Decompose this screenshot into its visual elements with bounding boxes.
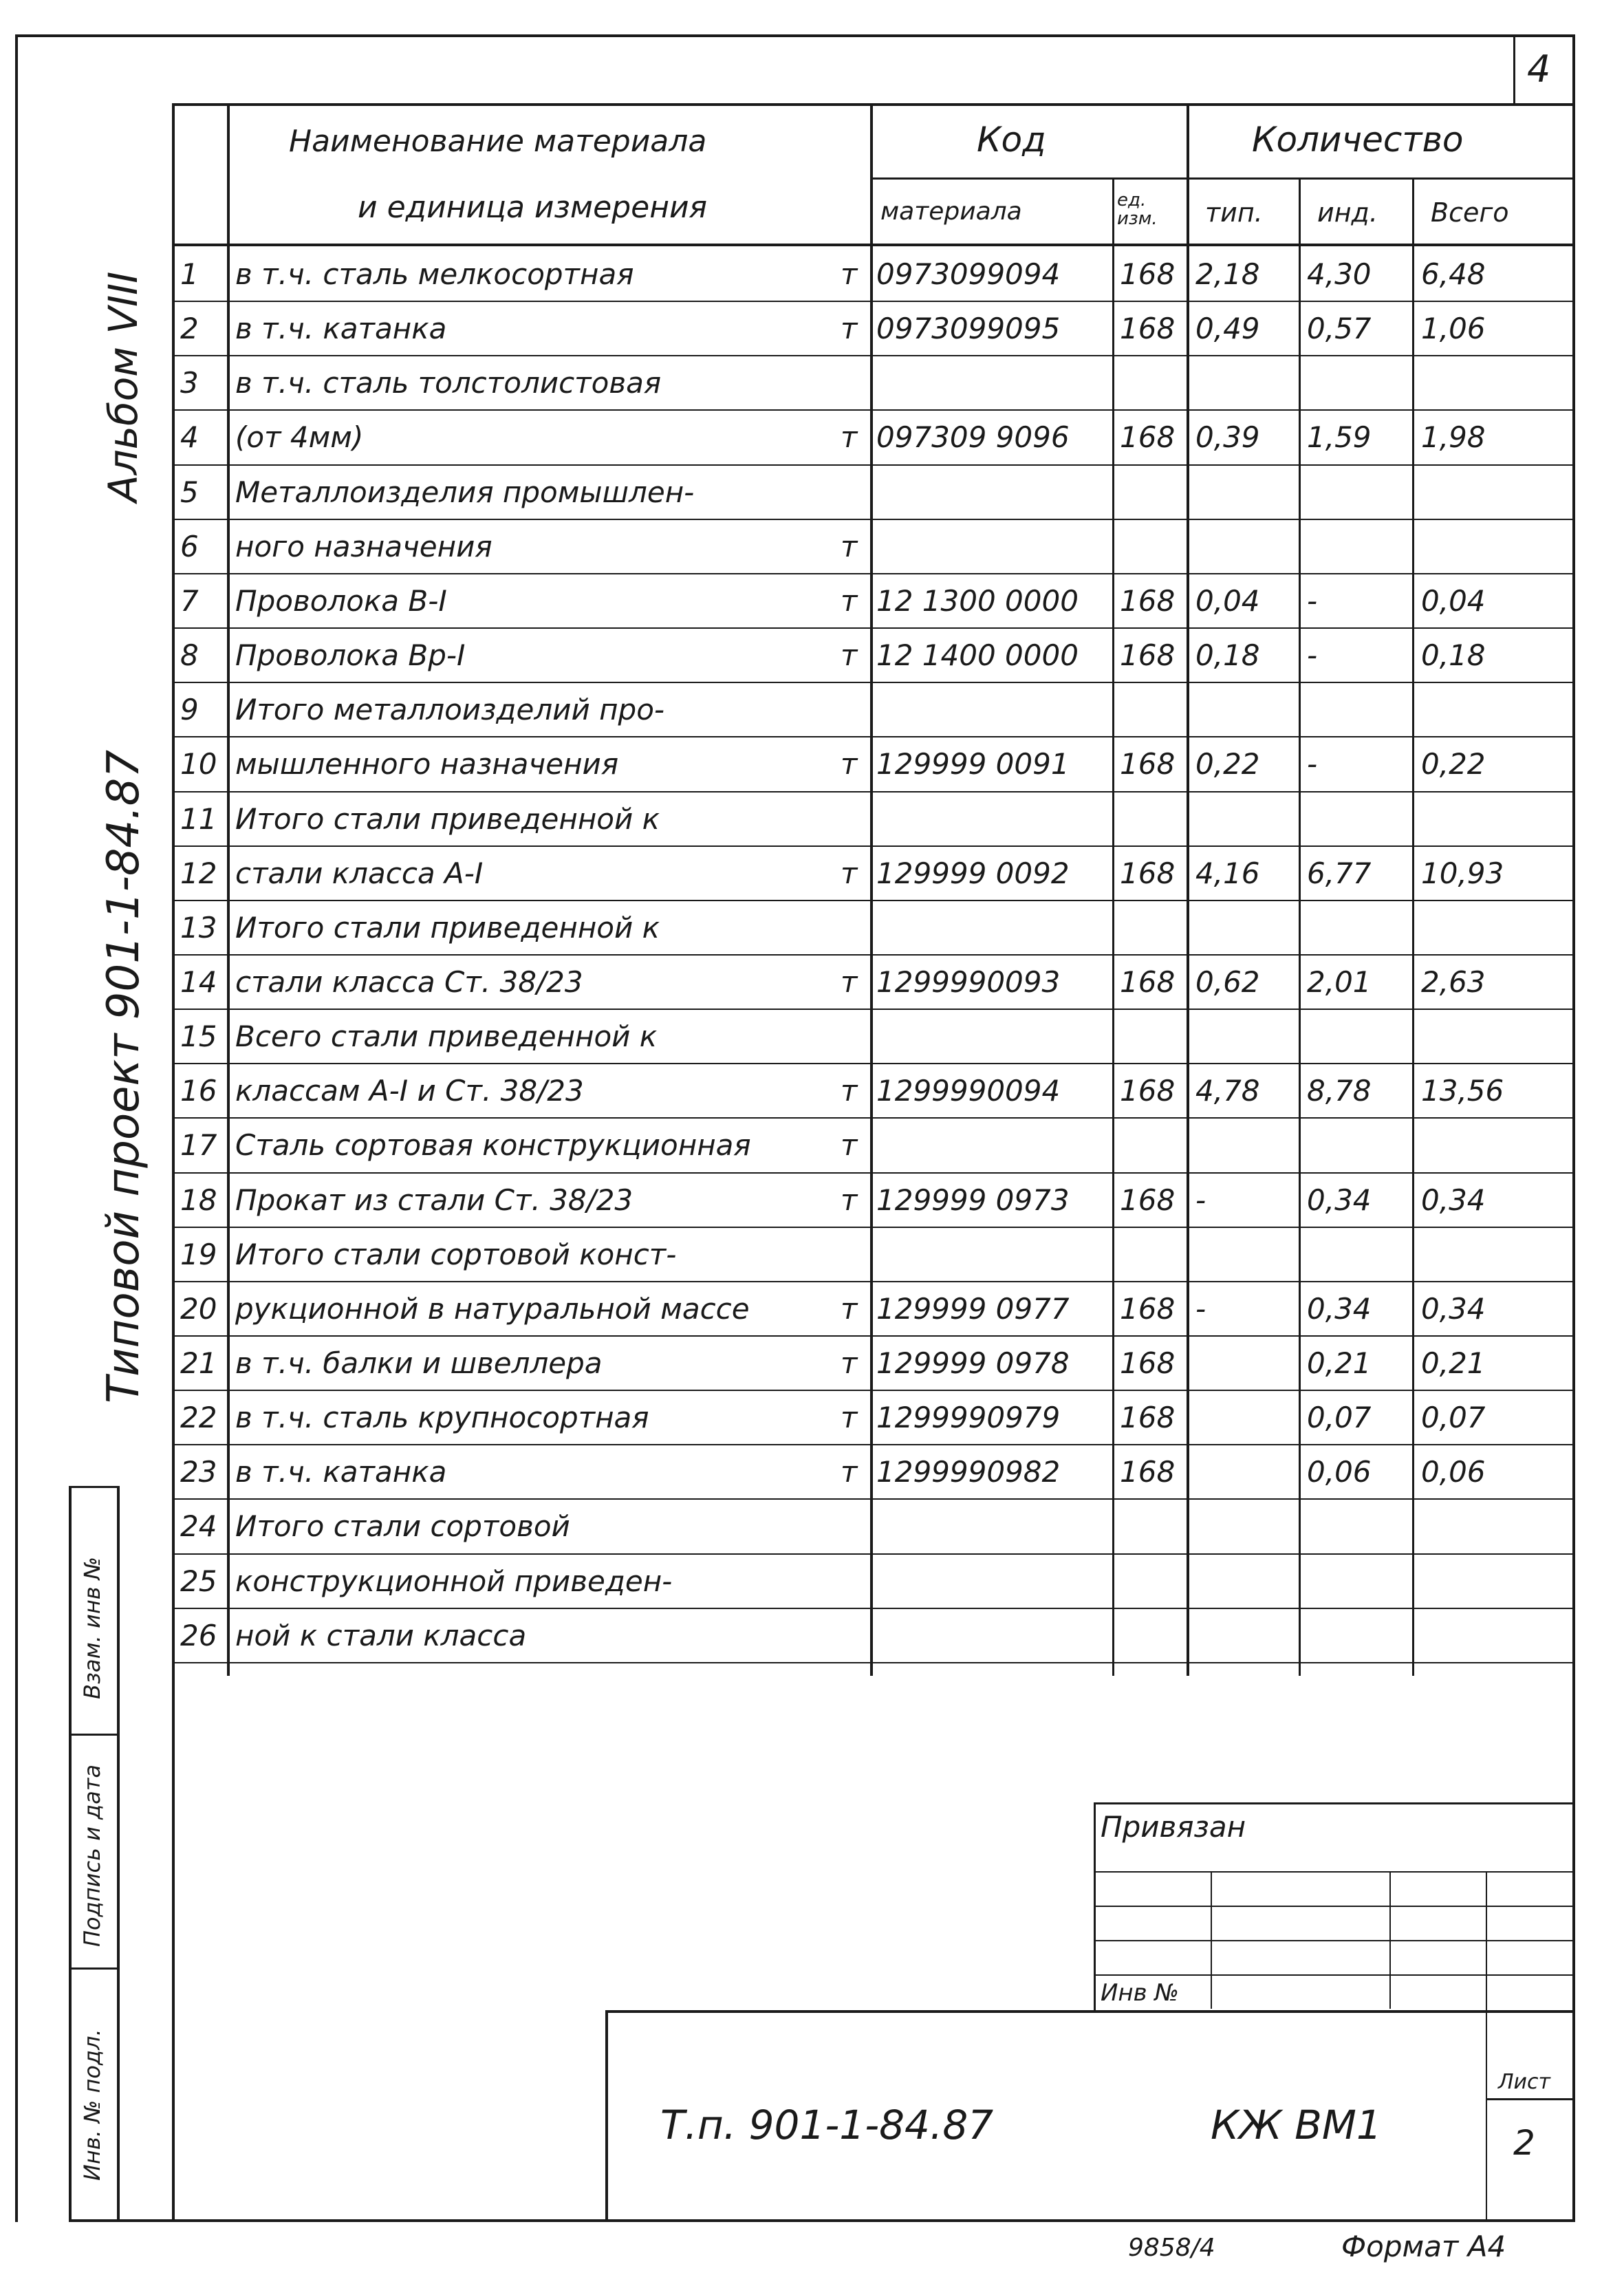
row-unit-mark: т [841,1074,858,1108]
row-unit-code: 168 [1120,1074,1176,1108]
row-qty-total: 0,21 [1421,1346,1486,1380]
sheet-label: Лист [1498,2070,1551,2094]
row-unit-mark: т [841,420,858,455]
frame-right [1572,34,1575,2222]
row-number: 20 [180,1291,217,1326]
row-divider [172,1390,1172,1391]
row-divider-right [1172,1063,1572,1064]
row-number: 14 [180,964,217,999]
row-number: 21 [180,1346,217,1380]
row-number: 16 [180,1074,217,1108]
row-qty-type: 2,18 [1195,257,1260,291]
row-code: 129999 0091 [876,747,1070,781]
row-divider [172,573,1172,574]
row-qty-ind: 0,34 [1307,1183,1372,1217]
row-divider-right [1172,1227,1572,1228]
row-name: Итого стали приведенной к [235,910,660,945]
row-divider [172,954,1172,956]
row-divider-right [1172,1553,1572,1555]
row-unit-code: 168 [1120,638,1176,673]
tb-line-4 [1094,1974,1572,1976]
row-divider-right [1172,1390,1572,1391]
header-mid-line [870,177,1572,180]
stamp-label-inventory: Инв. № подл. [79,2029,105,2181]
row-divider [172,409,1172,411]
row-unit-code: 168 [1120,257,1176,291]
row-qty-type: 0,22 [1195,747,1260,781]
tb-vline-2 [1389,1871,1391,2009]
row-number: 3 [180,366,199,400]
row-unit-mark: т [841,856,858,890]
row-unit-mark: т [841,583,858,618]
row-qty-ind: - [1307,638,1318,673]
row-divider-right [1172,1335,1572,1337]
row-divider [172,1335,1172,1337]
row-name: ного назначения [235,529,492,563]
row-number: 24 [180,1509,217,1544]
row-name: стали класса Ст. 38/23 [235,964,583,999]
row-qty-ind: 0,06 [1307,1455,1372,1489]
project-label: Типовой проект 901-1-84.87 [98,749,149,1403]
row-number: 22 [180,1401,217,1435]
row-divider-right [1172,464,1572,466]
row-name: в т.ч. катанка [235,1455,447,1489]
row-qty-total: 0,04 [1421,583,1486,618]
row-divider-right [1172,1009,1572,1010]
row-name: Итого стали сортовой [235,1509,570,1544]
col-line-num-left [172,103,175,2219]
row-number: 7 [180,583,199,618]
row-qty-total: 0,06 [1421,1455,1486,1489]
row-number: 25 [180,1564,217,1598]
row-number: 23 [180,1455,217,1489]
row-unit-mark: т [841,1346,858,1380]
row-divider-right [1172,409,1572,411]
row-unit-code: 168 [1120,747,1176,781]
row-number: 17 [180,1128,217,1163]
header-qty-ind: инд. [1317,197,1378,228]
designation: Т.п. 901-1-84.87 [660,2102,994,2148]
row-divider-right [1172,1117,1572,1119]
tb-vline-1 [1211,1871,1212,2009]
row-unit-code: 168 [1120,583,1176,618]
row-qty-type: - [1195,1291,1206,1326]
row-divider-right [1172,682,1572,683]
row-divider [172,1172,1172,1174]
row-divider-right [1172,1172,1572,1174]
row-qty-type: 0,39 [1195,420,1260,455]
row-name: мышленного назначения [235,747,619,781]
row-qty-total: 0,34 [1421,1291,1486,1326]
row-divider [172,1444,1172,1445]
row-code: 1299990093 [876,964,1061,999]
row-qty-total: 0,07 [1421,1401,1486,1435]
row-divider [172,1553,1172,1555]
row-qty-total: 10,93 [1421,856,1504,890]
row-divider [172,736,1172,737]
col-line-num-right [227,103,230,1676]
row-name: Итого стали сортовой конст- [235,1237,677,1271]
row-name: в т.ч. сталь толстолистовая [235,366,662,400]
row-unit-mark: т [841,257,858,291]
stamp-line-1 [69,1486,120,1488]
row-qty-total: 2,63 [1421,964,1486,999]
row-divider [172,1227,1172,1228]
row-name: в т.ч. сталь крупносортная [235,1401,649,1435]
stamp-line-3 [69,1967,120,1970]
row-qty-ind: 0,21 [1307,1346,1372,1380]
row-number: 11 [180,801,217,836]
row-qty-type: - [1195,1183,1206,1217]
row-unit-code: 168 [1120,964,1176,999]
album-label: Альбом VIII [100,271,147,502]
row-name: в т.ч. балки и швеллера [235,1346,603,1380]
row-divider-right [1172,845,1572,847]
row-code: 129999 0092 [876,856,1070,890]
row-unit-code: 168 [1120,1346,1176,1380]
row-divider [172,301,1172,302]
row-code: 12 1400 0000 [876,638,1079,673]
row-divider-right [1172,954,1572,956]
row-qty-ind: 4,30 [1307,257,1372,291]
row-number: 18 [180,1183,217,1217]
row-number: 1 [180,257,199,291]
tb-line-left [1094,1802,1096,2012]
row-unit-code: 168 [1120,1291,1176,1326]
row-name: Проволока Вр-I [235,638,466,673]
row-number: 13 [180,910,217,945]
row-divider-right [1172,736,1572,737]
header-code-material: материала [880,197,1022,226]
frame-bottom [69,2219,1575,2222]
row-code: 0973099095 [876,312,1061,346]
row-code: 129999 0973 [876,1183,1070,1217]
tb-line-3 [1094,1940,1572,1941]
row-unit-code: 168 [1120,1455,1176,1489]
row-divider [172,519,1172,520]
row-name: конструкционной приведен- [235,1564,673,1598]
bound-label: Привязан [1101,1810,1246,1844]
row-divider [172,845,1172,847]
tb-line-2 [1094,1906,1572,1907]
row-name: Итого металлоизделий про- [235,693,665,727]
col-line-qty [1187,103,1189,1676]
row-name: ной к стали класса [235,1618,527,1652]
row-qty-total: 6,48 [1421,257,1486,291]
col-line-total [1412,177,1414,1676]
row-number: 10 [180,747,217,781]
row-number: 26 [180,1618,217,1652]
tb-line-1 [1094,1871,1572,1873]
row-qty-total: 0,22 [1421,747,1486,781]
row-code: 097309 9096 [876,420,1070,455]
tb-line-top [1094,1802,1572,1804]
row-unit-mark: т [841,747,858,781]
row-qty-ind: 0,07 [1307,1401,1372,1435]
row-number: 19 [180,1237,217,1271]
row-code: 129999 0978 [876,1346,1070,1380]
row-divider [172,900,1172,901]
row-divider [172,1117,1172,1119]
row-unit-code: 168 [1120,1401,1176,1435]
tb-vline-sheet [1486,1871,1487,2219]
row-qty-ind: - [1307,583,1318,618]
row-unit-mark: т [841,638,858,673]
row-divider-right [1172,519,1572,520]
row-qty-ind: 0,34 [1307,1291,1372,1326]
row-qty-ind: 6,77 [1307,856,1372,890]
header-code: Код [977,120,1046,160]
row-divider-right [1172,1444,1572,1445]
row-number: 2 [180,312,199,346]
row-unit-mark: т [841,1128,858,1163]
stamp-label-signature: Подпись и дата [79,1764,105,1947]
row-unit-mark: т [841,1291,858,1326]
row-number: 5 [180,475,199,509]
row-divider-right [1172,1608,1572,1609]
row-qty-type: 0,04 [1195,583,1260,618]
corner-box-line [1513,34,1515,103]
row-divider [172,1063,1172,1064]
row-qty-total: 1,06 [1421,312,1486,346]
inv-label: Инв № [1101,1979,1179,2007]
row-divider [172,791,1172,793]
header-quantity: Количество [1252,120,1464,160]
row-name: рукционной в натуральной массе [235,1291,750,1326]
row-unit-mark: т [841,312,858,346]
archive-number: 9858/4 [1128,2234,1215,2262]
row-divider [172,682,1172,683]
header-qty-type: тип. [1205,197,1263,228]
row-code: 1299990979 [876,1401,1061,1435]
row-qty-total: 13,56 [1421,1074,1504,1108]
frame-left-outer [15,34,18,2222]
row-divider [172,1608,1172,1609]
row-number: 4 [180,420,199,455]
row-number: 15 [180,1020,217,1054]
row-divider-right [1172,1281,1572,1282]
row-unit-code: 168 [1120,856,1176,890]
row-divider [172,1009,1172,1010]
row-number: 12 [180,856,217,890]
row-divider [172,355,1172,356]
row-name: классам А-I и Ст. 38/23 [235,1074,584,1108]
sheet-corner-number: 4 [1527,47,1551,91]
row-qty-type: 0,62 [1195,964,1260,999]
tb-sheet-divider [1486,2098,1572,2100]
drawing-mark: КЖ ВМ1 [1211,2102,1382,2148]
row-divider-right [1172,627,1572,629]
row-divider-right [1172,573,1572,574]
row-divider-right [1172,301,1572,302]
row-unit-mark: т [841,529,858,563]
col-line-unit [1112,177,1114,1676]
row-divider-right [1172,355,1572,356]
row-code: 0973099094 [876,257,1061,291]
row-unit-mark: т [841,1401,858,1435]
row-divider-right [1172,900,1572,901]
row-unit-code: 168 [1120,420,1176,455]
header-name-line2: и единица измерения [358,190,708,225]
stamp-label-replacement: Взам. инв № [79,1556,105,1699]
row-divider [172,464,1172,466]
frame-top [15,34,1575,37]
row-name: (от 4мм) [235,420,364,455]
row-divider [172,1662,1172,1663]
row-unit-mark: т [841,1455,858,1489]
row-unit-mark: т [841,964,858,999]
row-qty-type: 4,16 [1195,856,1260,890]
row-qty-type: 4,78 [1195,1074,1260,1108]
row-qty-ind: 1,59 [1307,420,1372,455]
stamp-column-inner-line [69,1486,72,2222]
row-divider-right [1172,1662,1572,1663]
row-unit-code: 168 [1120,312,1176,346]
row-name: Итого стали приведенной к [235,801,660,836]
row-name: в т.ч. катанка [235,312,447,346]
header-code-unit: ед. изм. [1117,190,1158,230]
row-divider-right [1172,791,1572,793]
row-qty-ind: - [1307,747,1318,781]
row-divider [172,1281,1172,1282]
stamp-column-outer-line [117,1486,120,2222]
row-qty-total: 0,18 [1421,638,1486,673]
row-number: 8 [180,638,199,673]
row-name: Сталь сортовая конструкционная [235,1128,751,1163]
row-qty-ind: 2,01 [1307,964,1372,999]
row-qty-total: 1,98 [1421,420,1486,455]
row-qty-type: 0,18 [1195,638,1260,673]
row-qty-ind: 0,57 [1307,312,1372,346]
col-line-ind [1299,177,1301,1676]
tb-main-left [605,2010,608,2219]
row-name: в т.ч. сталь мелкосортная [235,257,634,291]
sheet-number: 2 [1513,2123,1535,2163]
row-qty-type: 0,49 [1195,312,1260,346]
row-name: Прокат из стали Ст. 38/23 [235,1183,634,1217]
row-name: стали класса А-I [235,856,484,890]
stamp-line-2 [69,1734,120,1736]
row-name: Проволока В-I [235,583,447,618]
row-number: 6 [180,529,199,563]
format-label: Формат А4 [1341,2230,1506,2263]
row-unit-code: 168 [1120,1183,1176,1217]
row-code: 1299990982 [876,1455,1061,1489]
row-name: Металлоизделия промышлен- [235,475,695,509]
tb-main-top [605,2010,1572,2013]
row-unit-mark: т [841,1183,858,1217]
row-qty-ind: 8,78 [1307,1074,1372,1108]
row-divider [172,627,1172,629]
row-qty-total: 0,34 [1421,1183,1486,1217]
col-line-code [870,103,873,1676]
row-code: 129999 0977 [876,1291,1070,1326]
header-qty-total: Всего [1431,197,1509,228]
row-code: 12 1300 0000 [876,583,1079,618]
header-name-line1: Наименование материала [289,124,707,159]
row-divider-right [1172,1498,1572,1500]
row-name: Всего стали приведенной к [235,1020,658,1054]
row-code: 1299990094 [876,1074,1061,1108]
row-divider [172,1498,1172,1500]
row-number: 9 [180,693,199,727]
